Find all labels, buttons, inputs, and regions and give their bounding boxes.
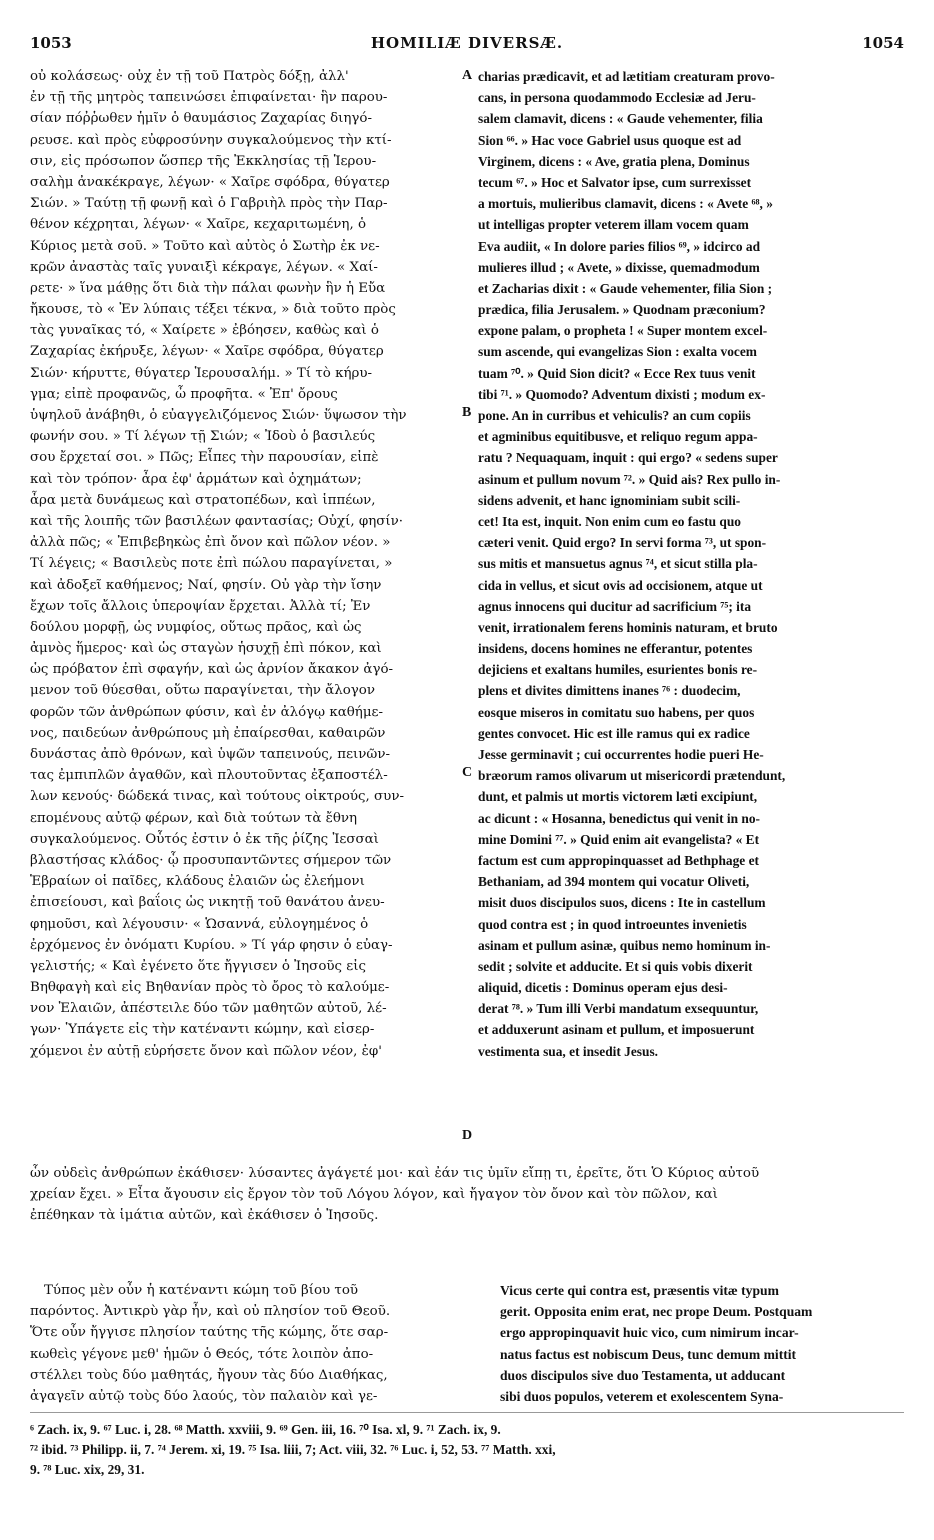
greek-line: τὰς γυναῖκας τό, « Χαίρετε » ἐβόησεν, καθὼς καὶ ὁ [30,323,379,339]
section-marker-a: A [462,68,473,83]
latin-line: Bethaniam, ad 394 montem qui vocatur Oliveti, [478,874,750,890]
greek-line: ἐρχόμενος ἐν ὀνόματι Κυρίου. » Τί γάρ φησιν ὁ εὐαγ- [30,937,393,953]
greek-line: σου ἔρχεταί σοι. » Πῶς; Εἶπες τὴν παρουσίαν, εἰπὲ [30,450,379,466]
greek-line: Ἑβραίων οἱ παῖδες, κλάδους ἐλαιῶν ὡς ἐλεήμονι [30,874,365,890]
greek-line: φημοῦσι, καὶ λέγουσιν· « Ὡσαννά, εὐλογημένος ὁ [30,916,369,932]
latin-line: dejiciens et exaltans humiles, esurientes bonis re- [478,662,758,678]
latin-line: misit duos discipulos suos, dicens : Ite in castellum [478,895,766,911]
latin-line: aliquid, dicetis : Dominus operam ejus desi- [478,980,728,996]
running-title: HOMILIÆ DIVERSÆ. [370,34,564,52]
greek-line: κρῶν ἀναστὰς ταῖς γυναιξὶ κέκραγε, λέγων. « Χαί- [30,259,378,275]
latin-line: sidens advenit, et hanc ignominiam subit scili- [478,492,741,508]
greek-line: μενον τοῦ θύεσθαι, οὕτω παραγίνεται, τὴν ἄλογον [30,683,375,699]
greek-line: ἔχων τοῖς ἄλλοις ὑπεροψίαν ἔρχεται. Ἀλλὰ τί; Ἐν [30,598,371,614]
greek-line: νον Ἐλαιῶν, ἀπέστειλε δύο τῶν μαθητῶν αὐτοῦ, λέ- [30,1001,387,1017]
latin-line: ac dicunt : « Hosanna, benedictus qui venit in no- [478,810,761,826]
greek-line: Κύριος μετὰ σοῦ. » Τοῦτο καὶ αὐτὸς ὁ Σωτὴρ ἐκ νε- [30,238,380,254]
greek-line: γμα; εἰπὲ προφανῶς, ὦ προφῆτα. « Ἐπ' ὄρους [30,386,338,402]
footnotes [30,1420,904,1480]
greek-line: γων· Ὑπάγετε εἰς τὴν κατέναντι κώμην, καὶ εἰσερ- [30,1022,375,1038]
greek-line: ἀμνὸς ἥμερος· καὶ ὡς σταγὼν ἡσυχῇ ἐπὶ πόκον, καὶ [30,641,382,657]
greek-line: Σιών· κήρυττε, θύγατερ Ἱερουσαλήμ. » Τί τὸ κήρυ- [30,365,373,381]
latin-line: charias prædicavit, et ad lætitiam creaturam provo- [478,69,775,84]
greek-line: δυνάστας ἀπὸ θρόνων, καὶ ὑψῶν ταπεινούς, πεινῶν- [30,747,390,762]
latin-paragraph-bottom [500,1280,906,1407]
latin-line: bræorum ramos olivarum ut misericordi prætendunt, [478,768,786,784]
greek-line: ἤκουσε, τὸ « Ἐν λύπαις τέξει τέκνα, » διὰ τοῦτο πρὸς [30,302,396,318]
greek-text-column [30,66,460,1062]
greek-line: σίαν πόῤῥωθεν ἡμῖν ὁ θαυμάσιος Ζαχαρίας διηγό- [30,111,372,127]
latin-line: mulieres illud ; « Avete, » dixisse, quemadmodum [478,259,760,275]
latin-line: pone. An in curribus et vehiculis? an cum copiis [478,408,751,423]
latin-line: factum est cum appropinquasset ad Bethphage et [478,852,759,868]
latin-line: et adduxerunt asinam et pullum, et imposuerunt [478,1022,755,1038]
latin-line: sedit ; solvite et adducite. Et si quis vobis dixerit [478,958,753,974]
footnote-line: 9. ⁷⁸ Luc. xix, 29, 31. [30,1462,145,1477]
latin-line: expone palam, o propheta ! « Super montem excel- [478,323,768,339]
greek-line: ἀλλὰ πῶς; « Ἐπιβεβηκὼς ἐπὶ ὄνον καὶ πῶλον νέον. » [30,535,391,551]
latin-line: mine Domini ⁷⁷. » Quid enim ait evangelista? « Et [478,831,760,847]
greek-line: νος, παιδεύων ἀνθρώπους μὴ ἐπαίρεσθαι, καθαιρῶν [30,725,386,741]
greek-line: λων κενούς· δώδεκά τινας, καὶ τούτους οἰκτρούς, συν- [30,789,404,805]
greek-line: καὶ ἀδοξεῖ καθήμενος; Ναί, φησίν. Οὐ γὰρ τὴν ἴσην [30,577,382,593]
page-number-left: 1053 [30,34,72,52]
latin-line: prædica, filia Jerusalem. » Quodnam præconium? [478,302,766,318]
latin-line: Virginem, dicens : « Ave, gratia plena, Dominus [478,153,750,169]
latin-line: ergo appropinquavit huic vico, cum nimirum incar- [500,1325,799,1341]
greek-line: ἐν τῇ τῆς μητρὸς ταπεινώσει ἐπιφαίνεται· ἣν παρου- [30,90,388,106]
greek-line: δούλου μορφῇ, ὡς νυμφίος, οὕτως πρᾶος, καὶ ὡς [30,619,362,635]
page-number-right: 1054 [862,34,904,52]
full-width-line: ὧν οὐδεὶς ἀνθρώπων ἐκάθισεν· λύσαντες ἀγάγετέ μοι· καὶ ἐάν τις ὑμῖν εἴπῃ τι, ἐρεῖτε, ὅτι Ὁ Κύριος αὐτοῦ [30,1166,760,1181]
latin-line: quod contra est ; in quod introeuntes invenietis [478,916,747,932]
latin-line: asinum et pullum novum ⁷². » Quid ais? Rex pullo in- [478,471,781,487]
latin-line: cida in vellus, et sicut ovis ad occisionem, atque ut [478,577,763,593]
greek-line: γελιστής; « Καὶ ἐγένετο ὅτε ἤγγισεν ὁ Ἰησοῦς εἰς [30,958,366,974]
latin-line: asinam et pullum asinæ, quibus nemo hominum in- [478,937,771,953]
latin-line: tecum ⁶⁷. » Hoc et Salvator ipse, cum surrexisset [478,174,752,190]
footnote-line: ⁷² ibid. ⁷³ Philipp. ii, 7. ⁷⁴ Jerem. xi, 19. ⁷⁵ Isa. liii, 7; Act. viii, 32. ⁷⁶ Luc. i, 52, 53. ⁷⁷ Matth. xxi, [30,1442,556,1457]
greek-line: βλαστήσας κλάδος· ᾧ προσυπαντῶντες σήμερον τῶν [30,852,392,868]
greek-line: επομένους αὐτῷ φέρων, καὶ διὰ τούτων τὰ ἔθνη [30,810,358,826]
greek-line: καὶ τὸν τρόπον· ἆρα ἐφ' ἁρμάτων καὶ ὀχημάτων; [30,471,362,487]
latin-line: et agminibus equitibusve, et reliquo regum appa- [478,429,758,445]
latin-line: cæteri venit. Quid ergo? In servi forma ⁷³, ut spon- [478,535,767,551]
greek-line: Βηθφαγὴ καὶ εἰς Βηθανίαν πρὸς τὸ ὄρος τὸ καλούμε- [30,980,390,996]
latin-line: salem clamavit, dicens : « Gaude vehementer, filia [478,111,763,127]
greek-line: Ζαχαρίας ἐκήρυξε, λέγων· « Χαῖρε σφόδρα, θύγατερ [30,344,384,360]
latin-line: duos discipulos sive duo Testamenta, ut adducant [500,1367,786,1383]
greek-line: στέλλει τοὺς δύο μαθητάς, ἤγουν τὰς δύο Διαθήκας, [30,1367,388,1383]
latin-line: Sion ⁶⁶. » Hac voce Gabriel usus quoque est ad [478,132,742,148]
latin-line: gerit. Opposita enim erat, nec prope Deum. Postquam [500,1304,813,1320]
latin-line: ut intelligas propter veterem illam vocem quam [478,217,749,233]
latin-line: Eva audiit, « In dolore paries filios ⁶⁹, » idcirco ad [478,238,761,254]
greek-paragraph-bottom [30,1280,460,1407]
greek-line: ρετε· » ἵνα μάθῃς ὅτι διὰ τὴν πάλαι φωνὴν ἣν ἡ Εὔα [30,280,386,296]
latin-line: et Zacharias dixit : « Gaude vehementer, filia Sion ; [478,280,773,296]
latin-line: vestimenta sua, et insedit Jesus. [478,1043,659,1059]
greek-line: Σιών. » Ταύτῃ τῇ φωνῇ καὶ ὁ Γαβριὴλ πρὸς τὴν Παρ- [30,196,388,212]
greek-line: φορῶν τῶν ἀνθρώπων φύσιν, καὶ ἐν ἀλόγῳ καθήμε- [30,704,383,720]
page-header [30,34,904,60]
footnote-rule [30,1412,904,1413]
greek-line: συγκαλούμενος. Οὗτός ἐστιν ὁ ἐκ τῆς ῥίζης Ἰεσσαὶ [30,831,379,847]
section-marker-d: D [462,1128,473,1143]
section-marker-b: B [462,405,472,420]
greek-line: ἐπισείουσι, καὶ βαΐοις ὡς νικητῇ τοῦ θανάτου ἀνευ- [30,895,385,911]
greek-line: καὶ τῆς λοιπῆς τῶν βασιλέων φαντασίας; Οὐχί, φησίν· [30,513,404,529]
latin-line: Vicus certe qui contra est, præsentis vitæ typum [500,1283,779,1298]
latin-line: insidens, docens homines ne efferantur, potentes [478,641,753,657]
latin-line: a mortuis, mulieribus clamavit, dicens : « Avete ⁶⁸, » [478,196,773,212]
greek-line: ὑψηλοῦ ἀνάβηθι, ὁ εὐαγγελιζόμενος Σιών· ὕψωσον τὴν [30,408,407,423]
latin-line: sum ascende, qui evangelizas Sion : exalta vocem [478,344,757,360]
full-width-line: χρείαν ἔχει. » Εἶτα ἄγουσιν εἰς ἔργον τὸν τοῦ Λόγου λόγον, καὶ ἤγαγον τὸν ὄνον καὶ τὸν πῶλον, καὶ [30,1187,718,1203]
greek-line: ὡς πρόβατον ἐπὶ σφαγήν, καὶ ὡς ἀρνίον ἄκακον ἀγό- [30,662,394,678]
latin-line: cans, in persona quodammodo Ecclesiæ ad Jeru- [478,90,756,106]
latin-line: natus factus est nobiscum Deus, tunc demum mittit [500,1346,797,1362]
latin-line: plens et divites dimittens inanes ⁷⁶ : duodecim, [478,683,741,699]
footnote-line: ⁶ Zach. ix, 9. ⁶⁷ Luc. i, 28. ⁶⁸ Matth. xxviii, 9. ⁶⁹ Gen. iii, 16. ⁷⁰ Isa. xl, 9. ⁷¹ Zach. ix, 9. [30,1422,501,1437]
latin-line: derat ⁷⁸. » Tum illi Verbi mandatum exsequuntur, [478,1001,759,1017]
latin-line: Jesse germinavit ; cui occurrentes hodie pueri He- [478,747,764,762]
greek-line: σαλὴμ ἀνακέκραγε, λέγων· « Χαῖρε σφόδρα, θύγατερ [30,174,390,190]
greek-line: θένον κέχρηται, λέγων· « Χαῖρε, κεχαριτωμένη, ὁ [30,217,367,233]
greek-line: παρόντος. Ἀντικρὺ γὰρ ἦν, καὶ οὐ πλησίον τοῦ Θεοῦ. [30,1304,391,1320]
greek-line: φωνήν σου. » Τί λέγων τῇ Σιών; « Ἰδοὺ ὁ βασιλεύς [30,429,376,445]
full-width-line: ἐπέθηκαν τὰ ἱμάτια αὐτῶν, καὶ ἐκάθισεν ὁ Ἰησοῦς. [30,1208,379,1224]
greek-line: ἀγαγεῖν αὐτῷ τοὺς δύο λαούς, τὸν παλαιὸν καὶ γε- [30,1388,378,1404]
greek-line: τας ἐμπιπλῶν ἀγαθῶν, καὶ πλουτοῦντας ἐξαποστέλ- [30,768,388,784]
greek-line: Τί λέγεις; « Βασιλεὺς ποτε ἐπὶ πώλου παραγίνεται, » [30,556,393,572]
latin-line: agnus innocens qui ducitur ad sacrificium ⁷⁵; ita [478,598,752,614]
latin-line: ratu ? Nequaquam, inquit : qui ergo? « sedens super [478,450,778,466]
section-marker-c: C [462,765,473,780]
latin-line: gentes convocet. Hic est ille ramus qui ex radice [478,725,750,741]
greek-line: χόμενοι ἐν αὐτῇ εὑρήσετε ὄνον καὶ πῶλον νέον, ἐφ' [30,1043,382,1059]
greek-line: κωθεὶς γέγονε μεθ' ἡμῶν ὁ Θεός, τότε λοιπὸν ἀπο- [30,1346,374,1362]
greek-line: σιν, εἰς πρόσωπον ὥσπερ τῆς Ἐκκλησίας τῇ Ἱερου- [30,153,377,169]
greek-line: Τύπος μὲν οὖν ἡ κατέναντι κώμη τοῦ βίου τοῦ [44,1283,359,1298]
latin-line: tibi ⁷¹. » Quomodo? Adventum dixisti ; modum ex- [478,386,766,402]
latin-line: tuam ⁷⁰. » Quid Sion dicit? « Ecce Rex tuus venit [478,365,756,381]
greek-line: ρευσε. καὶ πρὸς εὐφροσύνην συγκαλούμενος τὴν κτί- [30,132,392,148]
latin-line: eosque miseros in comitatu suo habens, per quos [478,704,755,720]
latin-line: sibi duos populos, veterem et exolescentem Syna- [500,1388,784,1404]
latin-line: dunt, et palmis ut mortis victorem læti excipiunt, [478,789,758,805]
latin-line: sus mitis et mansuetus agnus ⁷⁴, et sicut stilla pla- [478,556,758,572]
greek-line: οὐ κολάσεως· οὐχ ἐν τῇ τοῦ Πατρὸς δόξῃ, ἀλλ' [30,69,349,84]
latin-line: venit, irrationalem ferens hominis naturam, et bruto [478,619,778,635]
latin-text-column [478,66,906,1062]
greek-line: Ὅτε οὖν ἤγγισε πλησίον ταύτης τῆς κώμης, ὅτε σαρ- [30,1325,389,1341]
latin-line: cet! Ita est, inquit. Non enim cum eo fastu quo [478,513,741,529]
greek-line: ἆρα μετὰ δυνάμεως καὶ στρατοπέδων, καὶ ἱππέων, [30,492,376,508]
